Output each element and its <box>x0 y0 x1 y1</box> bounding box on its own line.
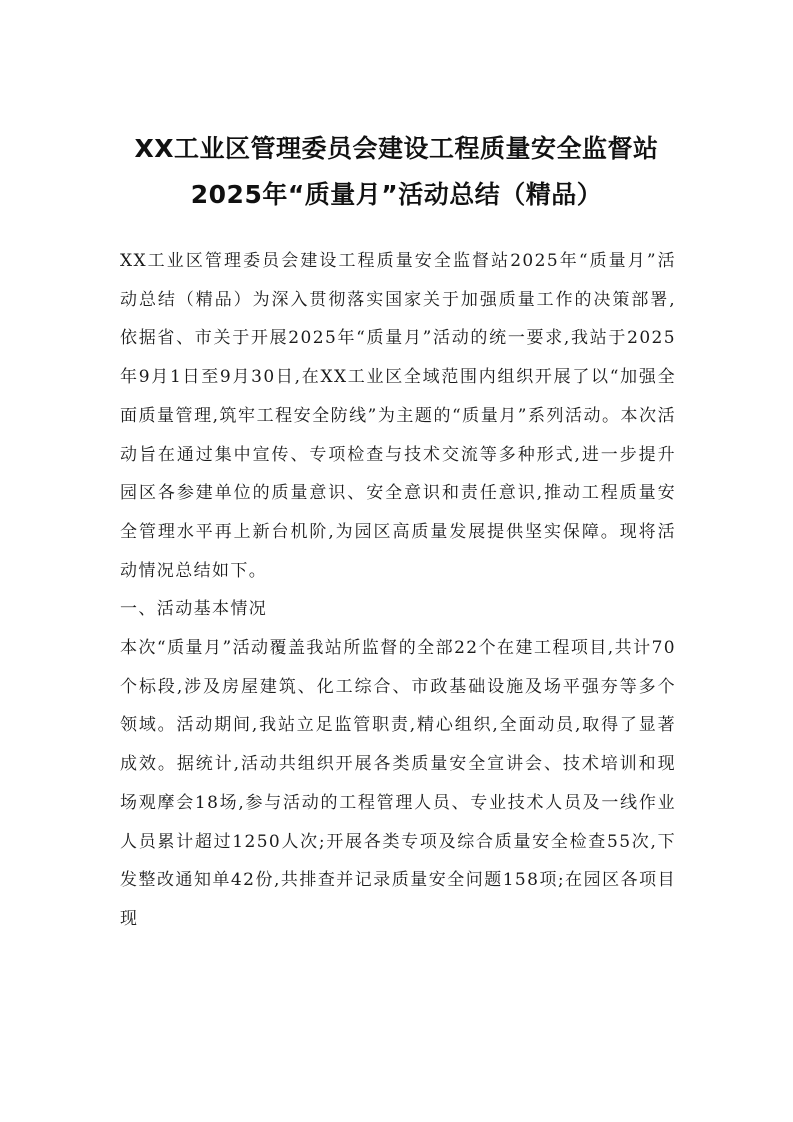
section-heading: 一、活动基本情况 <box>120 599 268 620</box>
document-title: XX工业区管理委员会建设工程质量安全监督站2025年“质量月”活动总结（精品） <box>134 134 659 209</box>
intro-paragraph: XX工业区管理委员会建设工程质量安全监督站2025年“质量月”活动总结（精品）为深入贯彻落实国家关于加强质量工作的决策部署,依据省、市关于开展2025年“质量月”活动的统一要求,我站于2025年9月1日至9月30日,在XX工业区全域范围内组织开展了以“加强全面质量管理,筑牢工程安全防线”为主题的“质量月”系列活动。本次活动旨在通过集中宣传、专项检查与技术交流等多种形式,进一步提升园区各参建单位的质量意识、安全意识和责任意识,推动工程质量安全管理水平再上新台机阶,为园区高质量发展提供坚实保障。现将活动情况总结如下。 <box>120 251 676 581</box>
document-body <box>120 242 676 939</box>
section-paragraph: 本次“质量月”活动覆盖我站所监督的全部22个在建工程项目,共计70个标段,涉及房屋建筑、化工综合、市政基础设施及场平强夯等多个领域。活动期间,我站立足监管职责,精心组织,全面动员,取得了显著成效。据统计,活动共组织开展各类质量安全宣讲会、技术培训和现场观摩会18场,参与活动的工程管理人员、专业技术人员及一线作业人员累计超过1250人次;开展各类专项及综合质量安全检查55次,下发整改通知单42份,共排查并记录质量安全问题158项;在园区各项目现 <box>120 638 676 929</box>
